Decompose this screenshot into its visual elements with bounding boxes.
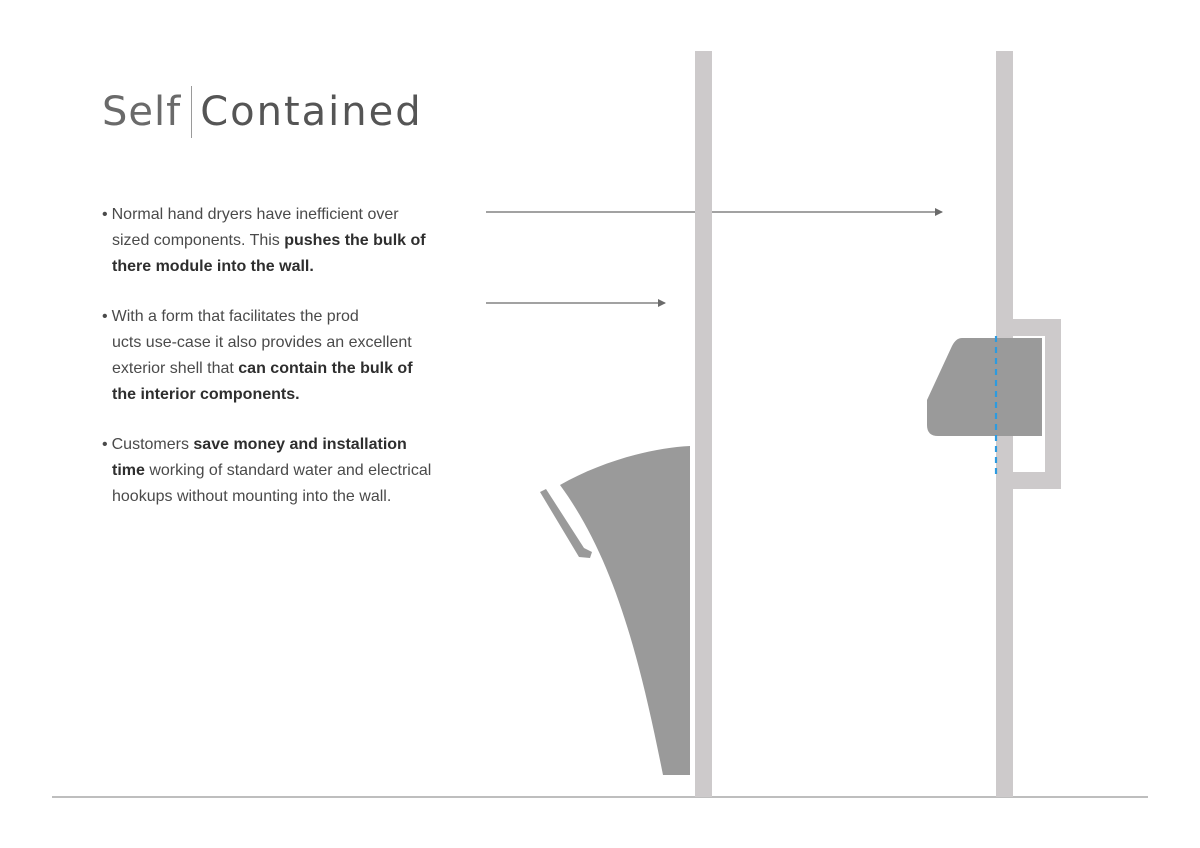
bullet-1: • Normal hand dryers have inefficient over sized components. This pushes the bulk of there module into the wall.	[102, 206, 426, 275]
bullet-dot: •	[102, 206, 108, 223]
conventional-dryer-body	[927, 338, 1042, 436]
title-bold: Contained	[200, 89, 423, 135]
self-contained-dryer-shell	[560, 446, 690, 775]
bullet-3: • Customers save money and installation time working of standard water and electrical hookups without mounting into the wall.	[102, 436, 432, 505]
left-wall	[695, 51, 712, 797]
bullet-dot: •	[102, 436, 108, 453]
title-light: Self	[102, 89, 182, 135]
bullet-2: • With a form that facilitates the prod ucts use-case it also provides an excellent exterior shell that can contain the bulk of the interior components.	[102, 308, 413, 403]
bullet-dot: •	[102, 308, 108, 325]
